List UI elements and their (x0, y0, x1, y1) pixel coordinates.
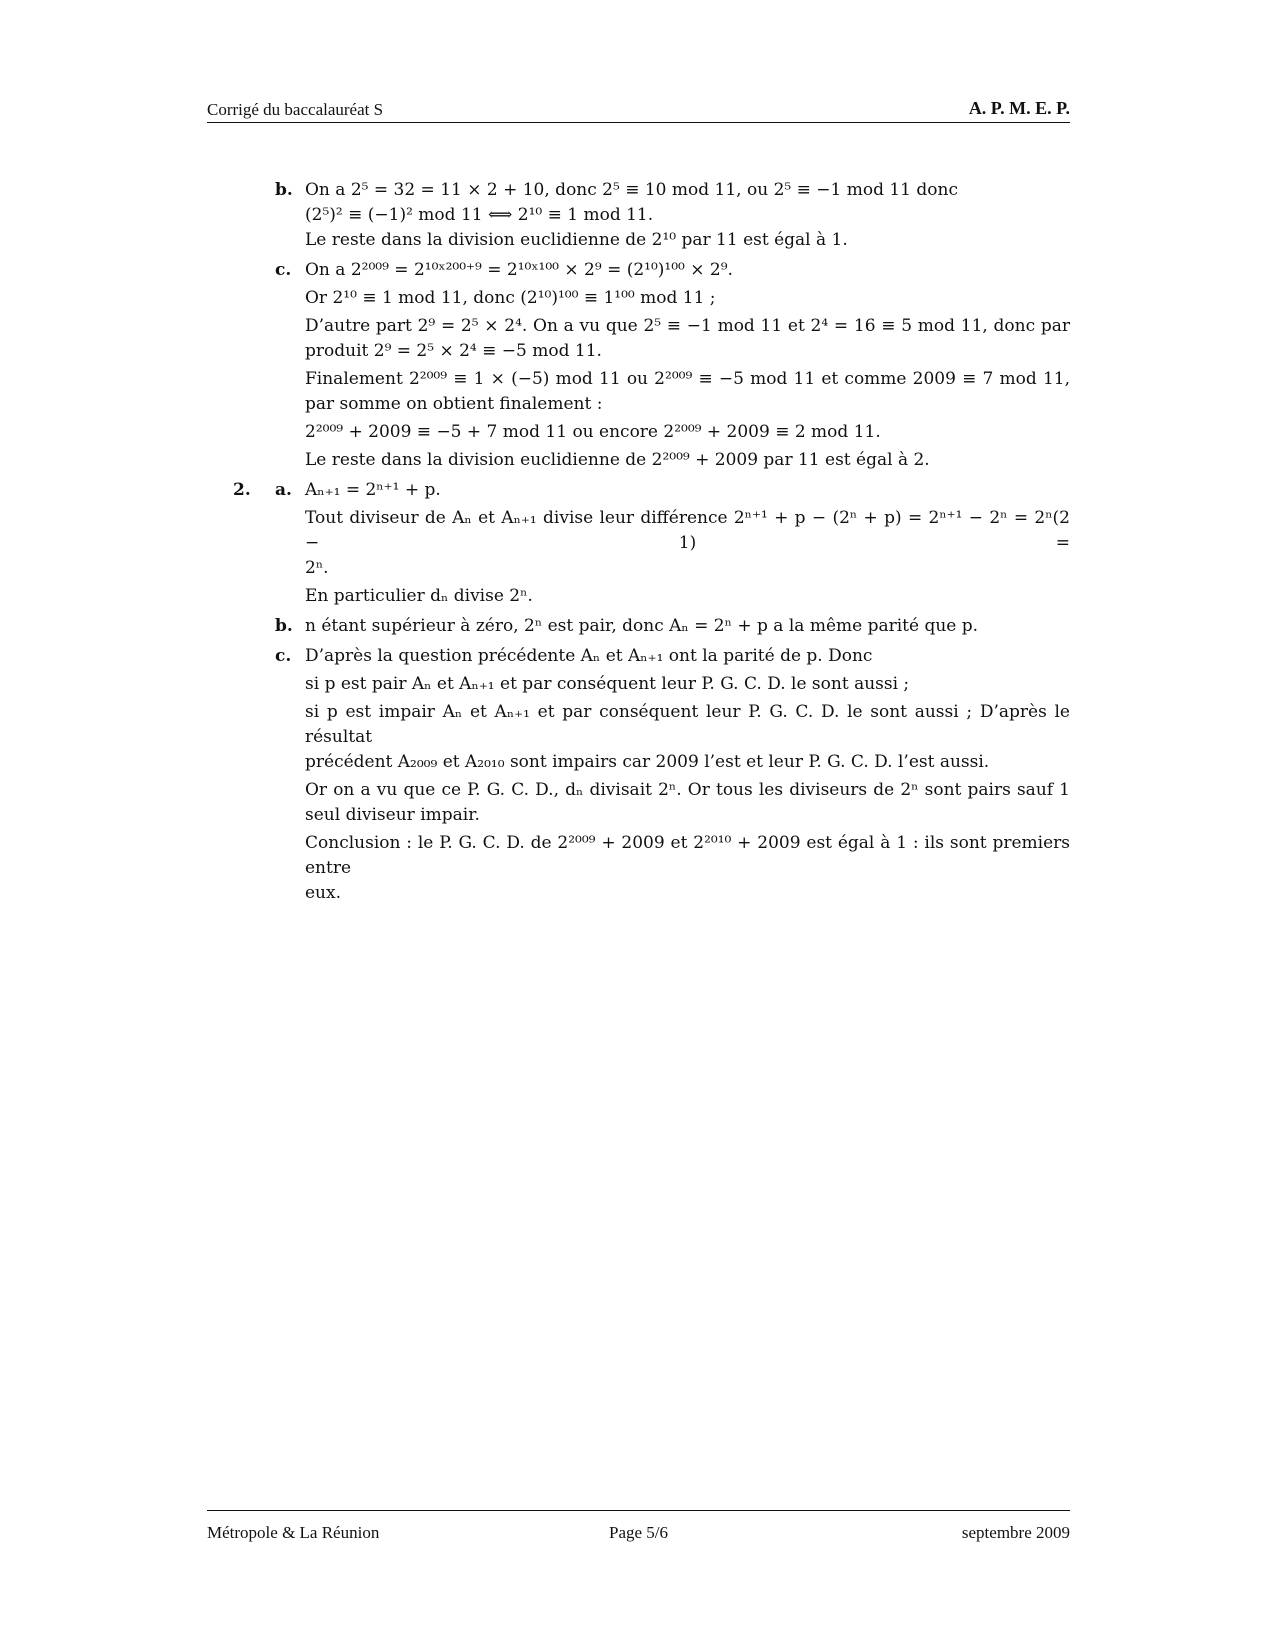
page-footer (207, 1510, 1070, 1542)
text-line: n étant supérieur à zéro, 2ⁿ est pair, donc Aₙ = 2ⁿ + p a la même parité que p. (305, 616, 979, 636)
item-2c (275, 644, 1070, 906)
item-label-a: a. (275, 480, 292, 500)
text-line: par somme on obtient finalement : (305, 394, 603, 414)
text-line: (2⁵)² ≡ (−1)² mod 11 ⟺ 2¹⁰ ≡ 1 mod 11. (305, 205, 654, 225)
text-line: En particulier dₙ divise 2ⁿ. (305, 586, 533, 606)
footer-session: Métropole & La Réunion (207, 1523, 380, 1542)
item-1b (275, 178, 1070, 253)
text-line: si p est impair Aₙ et Aₙ₊₁ et par conséquent leur P. G. C. D. le sont aussi ; D’après le résultat (305, 702, 1070, 747)
text-line: Le reste dans la division euclidienne de 2²⁰⁰⁹ + 2009 par 11 est égal à 2. (305, 450, 930, 470)
text-line: 2²⁰⁰⁹ + 2009 ≡ −5 + 7 mod 11 ou encore 2²⁰⁰⁹ + 2009 ≡ 2 mod 11. (305, 422, 881, 442)
text-line: Le reste dans la division euclidienne de 2¹⁰ par 11 est égal à 1. (305, 230, 848, 250)
text-line: précédent A₂₀₀₉ et A₂₀₁₀ sont impairs car 2009 l’est et leur P. G. C. D. l’est aussi. (305, 752, 990, 772)
item-label-b: b. (275, 616, 293, 636)
document-body (0, 178, 1275, 911)
text-line: 2ⁿ. (305, 558, 329, 578)
item-2b (275, 614, 1070, 639)
question-number: 2. (233, 480, 251, 500)
text-line: Aₙ₊₁ = 2ⁿ⁺¹ + p. (305, 480, 441, 500)
item-2a (233, 478, 1070, 609)
page-number: Page 5/6 (608, 1523, 669, 1542)
footer-date: septembre 2009 (961, 1523, 1070, 1542)
text-line: Finalement 2²⁰⁰⁹ ≡ 1 × (−5) mod 11 ou 2²⁰⁰⁹ ≡ −5 mod 11 et comme 2009 ≡ 7 mod 11, (305, 369, 1070, 389)
text-line: D’après la question précédente Aₙ et Aₙ₊₁ ont la parité de p. Donc (305, 646, 873, 666)
text-line: seul diviseur impair. (305, 805, 480, 825)
page-header (207, 98, 1070, 123)
text-line: On a 2²⁰⁰⁹ = 2¹⁰ˣ²⁰⁰⁺⁹ = 2¹⁰ˣ¹⁰⁰ × 2⁹ = (2¹⁰)¹⁰⁰ × 2⁹. (305, 260, 733, 280)
item-label-b: b. (275, 180, 293, 200)
header-organization: A. P. M. E. P. (968, 98, 1070, 118)
text-line: D’autre part 2⁹ = 2⁵ × 2⁴. On a vu que 2⁵ ≡ −1 mod 11 et 2⁴ = 16 ≡ 5 mod 11, donc par (305, 316, 1070, 336)
text-line: si p est pair Aₙ et Aₙ₊₁ et par conséquent leur P. G. C. D. le sont aussi ; (305, 674, 910, 694)
text-line: On a 2⁵ = 32 = 11 × 2 + 10, donc 2⁵ ≡ 10 mod 11, ou 2⁵ ≡ −1 mod 11 donc (305, 180, 958, 200)
text-line: Conclusion : le P. G. C. D. de 2²⁰⁰⁹ + 2009 et 2²⁰¹⁰ + 2009 est égal à 1 : ils sont premiers entre (305, 833, 1070, 878)
header-title: Corrigé du baccalauréat S (207, 100, 384, 119)
item-label-c: c. (275, 646, 292, 666)
text-line: Or on a vu que ce P. G. C. D., dₙ divisait 2ⁿ. Or tous les diviseurs de 2ⁿ sont pairs sauf 1 (305, 780, 1070, 800)
text-line: Or 2¹⁰ ≡ 1 mod 11, donc (2¹⁰)¹⁰⁰ ≡ 1¹⁰⁰ mod 11 ; (305, 288, 716, 308)
text-line: Tout diviseur de Aₙ et Aₙ₊₁ divise leur différence 2ⁿ⁺¹ + p − (2ⁿ + p) = 2ⁿ⁺¹ − 2ⁿ = 2ⁿ(2 − 1) = (305, 508, 1070, 553)
item-label-c: c. (275, 260, 292, 280)
text-line: produit 2⁹ = 2⁵ × 2⁴ ≡ −5 mod 11. (305, 341, 602, 361)
item-1c (275, 258, 1070, 473)
text-line: eux. (305, 883, 342, 903)
